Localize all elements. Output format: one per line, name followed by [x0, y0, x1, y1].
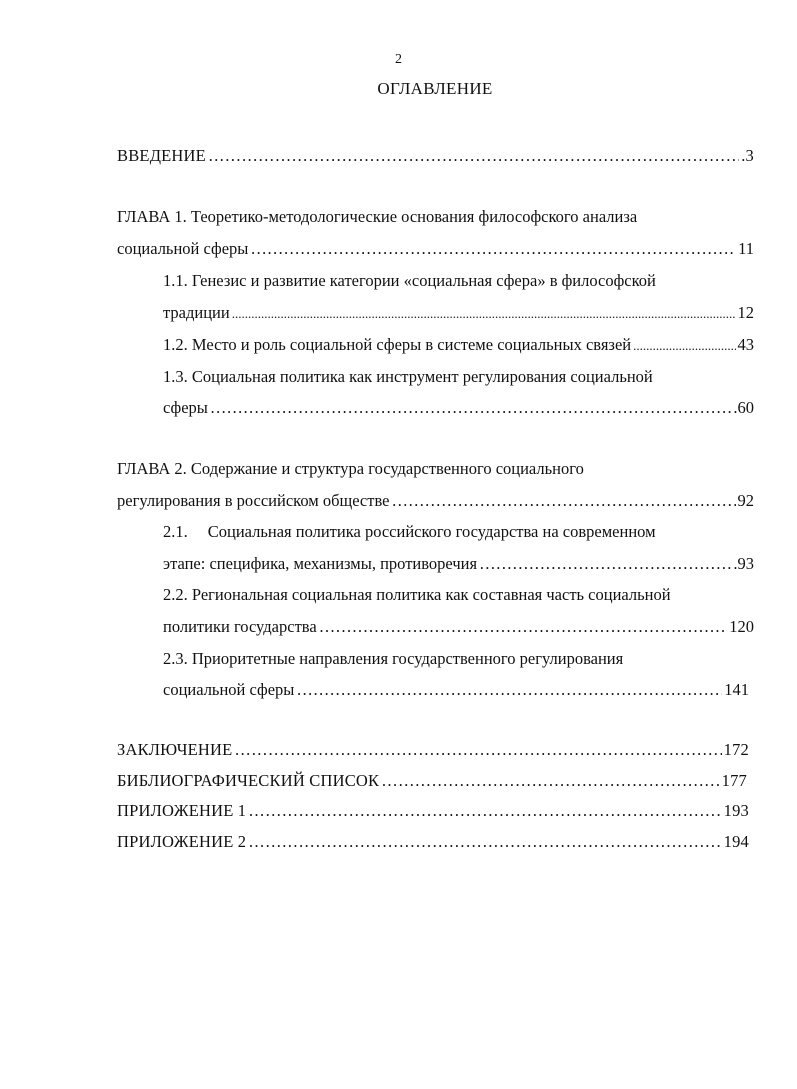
leader-dots [250, 238, 736, 260]
leader-dots [479, 553, 731, 575]
section-number: 2.1. [163, 522, 188, 541]
toc-section-1-2[interactable] [163, 334, 754, 357]
toc-page-number: .93 [733, 554, 754, 573]
toc-section-1-1-line1[interactable]: 1.1. Генезис и развитие категории «социальная сфера» в философской [163, 271, 656, 290]
toc-page-number: .60 [733, 398, 754, 417]
leader-dots [319, 616, 728, 638]
leader-dots [234, 739, 721, 761]
toc-entry-label: ПРИЛОЖЕНИЕ 2 [117, 832, 247, 851]
toc-entry-label: БИБЛИОГРАФИЧЕСКИЙ СПИСОК [117, 771, 380, 790]
toc-entry-bibliography[interactable] [117, 770, 747, 792]
toc-section-1-3-line1[interactable]: 1.3. Социальная политика как инструмент регулирования социальной [163, 367, 653, 386]
toc-entry-label: политики государства [163, 617, 317, 636]
toc-section-2-2[interactable] [163, 616, 754, 638]
toc-entry-label: этапе: специфика, механизмы, противоречия [163, 554, 478, 573]
toc-page-number: 194 [723, 832, 749, 851]
toc-section-1-1[interactable] [163, 302, 754, 325]
toc-section-2-1[interactable] [163, 553, 754, 575]
toc-page-number: 193 [723, 801, 749, 820]
toc-page-number: 120 [729, 617, 754, 636]
toc-section-2-3[interactable] [163, 679, 749, 701]
toc-section-2-2-line1[interactable]: 2.2. Региональная социальная политика как составная часть социальной [163, 585, 671, 604]
toc-entry-appendix-2[interactable] [117, 831, 749, 853]
toc-entry-intro[interactable] [117, 145, 754, 167]
section-title: Социальная политика российского государства на современном [207, 522, 656, 541]
toc-section-2-3-line1[interactable]: 2.3. Приоритетные направления государственного регулирования [163, 649, 624, 668]
toc-chapter-2-title-line1[interactable]: ГЛАВА 2. Содержание и структура государственного социального [117, 459, 584, 478]
toc-page-number: 177 [721, 771, 747, 790]
leader-dots [248, 800, 721, 822]
leader-dots [248, 831, 721, 853]
leader-dots [633, 334, 735, 357]
toc-page-number: 141 [724, 680, 749, 699]
page-number: 2 [395, 52, 402, 67]
page-title: ОГЛАВЛЕНИЕ [377, 79, 493, 98]
toc-entry-appendix-1[interactable] [117, 800, 749, 822]
toc-entry-conclusion[interactable] [117, 739, 749, 761]
toc-entry-label: регулирования в российском обществе [117, 491, 390, 510]
toc-page-number: 12 [737, 303, 754, 322]
toc-entry-label: ВВЕДЕНИЕ [117, 146, 206, 165]
toc-entry-label: традиции [163, 303, 230, 322]
toc-entry-label: сферы [163, 398, 208, 417]
toc-section-1-3[interactable] [163, 397, 754, 419]
toc-entry-label: социальной сферы [163, 680, 295, 699]
toc-section-2-1-line1[interactable] [163, 521, 656, 543]
toc-entry-label: ПРИЛОЖЕНИЕ 1 [117, 801, 247, 820]
toc-page-number: .3 [741, 146, 754, 165]
toc-entry-label: социальной сферы [117, 239, 249, 258]
toc-chapter-1[interactable] [117, 238, 754, 260]
toc-page-number: 43 [737, 335, 754, 354]
leader-dots [210, 397, 731, 419]
leader-dots [296, 679, 722, 701]
toc-entry-label: ЗАКЛЮЧЕНИЕ [117, 740, 233, 759]
leader-dots [381, 770, 719, 792]
leader-dots [391, 490, 735, 512]
toc-chapter-2[interactable] [117, 490, 754, 512]
toc-page-number: 92 [737, 491, 754, 510]
toc-entry-label: 1.2. Место и роль социальной сферы в системе социальных связей [163, 335, 632, 354]
toc-page-number: 11 [738, 239, 754, 258]
leader-dots [208, 145, 739, 167]
toc-page-number: 172 [723, 740, 749, 759]
toc-chapter-1-title-line1[interactable]: ГЛАВА 1. Теоретико-методологические основания философского анализа [117, 207, 638, 226]
leader-dots [232, 302, 736, 325]
